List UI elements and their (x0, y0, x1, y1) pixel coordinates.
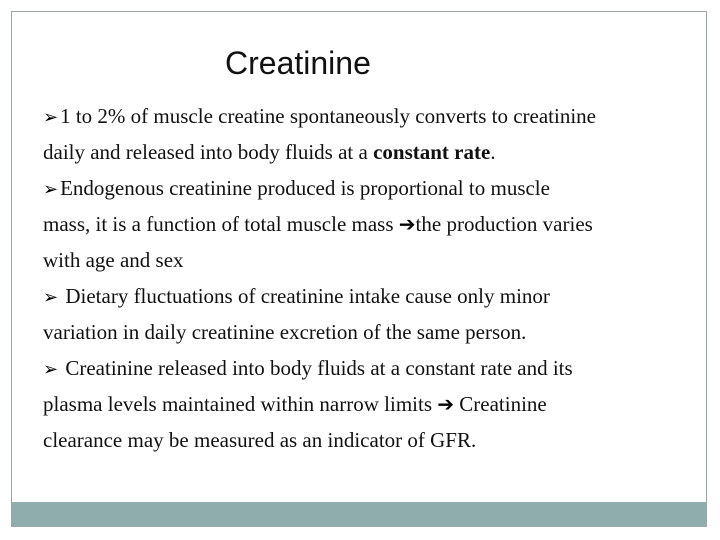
bullet-1-period: . (490, 140, 496, 164)
bullet-1-text-a: 1 to 2% of muscle creatine spontaneously converts to creatinine (60, 104, 597, 128)
bullet-2-text-b: mass, it is a function of total muscle mass (43, 212, 399, 236)
slide-body (43, 98, 693, 458)
footer-bar (12, 502, 706, 526)
bullet-4-text-b: plasma levels maintained within narrow limits (43, 392, 438, 416)
bullet-arrow-icon: ➢ (43, 107, 59, 128)
right-arrow-icon: ➔ (437, 392, 455, 416)
bullet-arrow-icon: ➢ (43, 179, 59, 200)
bullet-2-text-c: the production varies (415, 212, 593, 236)
bullet-4-text-d: clearance may be measured as an indicator of GFR. (43, 428, 477, 452)
bullet-arrow-icon: ➢ (43, 287, 59, 308)
bullet-3-line-2 (43, 314, 693, 350)
bullet-1-line-2 (43, 134, 693, 170)
bullet-2-line-3 (43, 242, 693, 278)
bullet-4-line-1 (43, 350, 693, 386)
bullet-2-line-1 (43, 170, 693, 206)
bullet-arrow-icon: ➢ (43, 359, 59, 380)
bullet-4-text-a: Creatinine released into body fluids at a constant rate and its (60, 356, 573, 380)
bullet-4-line-2 (43, 386, 693, 422)
bullet-4-line-3 (43, 422, 693, 458)
bullet-1-line-1 (43, 98, 693, 134)
bullet-3-text-b: variation in daily creatinine excretion of the same person. (43, 320, 527, 344)
bullet-1-text-b: daily and released into body fluids at a (43, 140, 374, 164)
bullet-3-text-a: Dietary fluctuations of creatinine intake cause only minor (60, 284, 550, 308)
bullet-2-text-a: Endogenous creatinine produced is proportional to muscle (60, 176, 550, 200)
bullet-2-line-2 (43, 206, 693, 242)
bullet-1-emphasis: constant rate (373, 140, 491, 164)
slide-title: Creatinine (225, 45, 371, 81)
bullet-4-text-c: Creatinine (454, 392, 547, 416)
right-arrow-icon: ➔ (398, 212, 416, 236)
bullet-2-text-d: with age and sex (43, 248, 184, 272)
bullet-3-line-1 (43, 278, 693, 314)
